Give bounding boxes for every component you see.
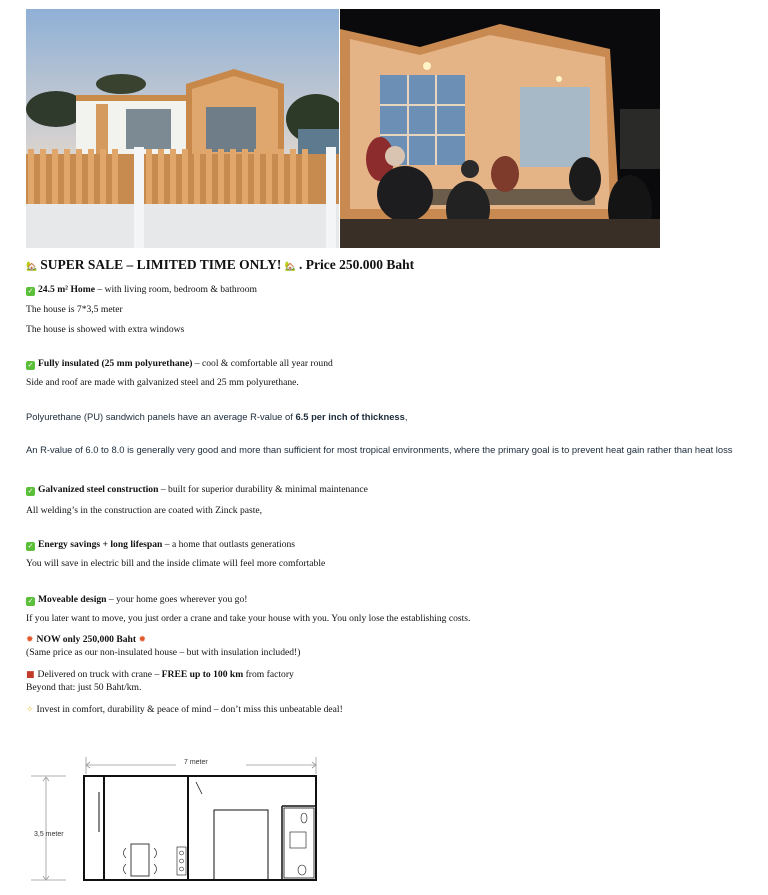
text-line: All welding’s in the construction are coated with Zinck paste, [26, 505, 263, 516]
text-line: (Same price as our non-insulated house – but with insulation included!) [26, 647, 301, 658]
text-line: The house is showed with extra windows [26, 324, 185, 335]
feature-steel: ✓ Galvanized steel construction – built for superior durability & minimal maintenance [27, 484, 368, 495]
bed [214, 810, 268, 880]
house-outline [84, 776, 316, 880]
house-icon: 🏡 [26, 262, 38, 272]
text-line: Side and roof are made with galvanized steel and 25 mm polyurethane. [26, 377, 299, 388]
house-night-dinner-photo [340, 9, 660, 248]
sale-headline: 🏡 SUPER SALE – LIMITED TIME ONLY! 🏡 . Price 250.000 Baht [26, 257, 415, 272]
house-icon: 🏡 [284, 262, 296, 272]
feature-energy: ✓ Energy savings + long lifespan – a home that outlasts generations [27, 539, 296, 550]
headline-text: SUPER SALE – LIMITED TIME ONLY! [40, 257, 282, 272]
price-highlight: ✹ NOW only 250,000 Baht ✹ [26, 634, 147, 645]
feature-moveable: ✓ Moveable design – your home goes wherever you go! [27, 594, 248, 605]
headline-price: Price 250.000 Baht [305, 257, 415, 272]
rvalue-explanation: An R-value of 6.0 to 8.0 is generally very good and more than sufficient for most tropical environments, where the primary goal is to prevent heat gain rather than heat loss [26, 444, 733, 455]
dining-table [131, 844, 149, 876]
rvalue-line: Polyurethane (PU) sandwich panels have an average R-value of 6.5 per inch of thickness, [26, 411, 408, 422]
truck-icon: ■ [26, 670, 35, 680]
photo-gallery [26, 9, 660, 248]
closing-line: ✧ Invest in comfort, durability & peace of mind – don’t miss this unbeatable deal! [26, 704, 343, 715]
text-line: You will save in electric bill and the inside climate will feel more comfortable [26, 558, 326, 569]
check-icon: ✓ [27, 597, 34, 605]
text-line: The house is 7*3,5 meter [26, 304, 123, 315]
fire-icon: ✹ [138, 635, 147, 645]
check-icon: ✓ [27, 542, 34, 550]
delivery-line: ■ Delivered on truck with crane – FREE up to 100 km from factory [26, 669, 294, 680]
floor-plan [26, 752, 326, 888]
sparkle-icon: ✧ [26, 705, 34, 715]
height-label: 3,5 meter [34, 831, 64, 838]
check-icon: ✓ [27, 287, 34, 295]
text-line: If you later want to move, you just order a crane and take your house with you. You only lose the establishing costs. [26, 613, 471, 624]
fire-icon: ✹ [26, 635, 34, 645]
width-label: 7 meter [184, 759, 208, 766]
check-icon: ✓ [27, 361, 34, 369]
check-icon: ✓ [27, 487, 34, 495]
feature-home-size: ✓ 24.5 m² Home – with living room, bedroom & bathroom [27, 284, 257, 295]
feature-insulation: ✓ Fully insulated (25 mm polyurethane) – cool & comfortable all year round [27, 358, 333, 369]
text-line: Beyond that: just 50 Baht/km. [26, 682, 142, 693]
house-exterior-photo [26, 9, 339, 248]
